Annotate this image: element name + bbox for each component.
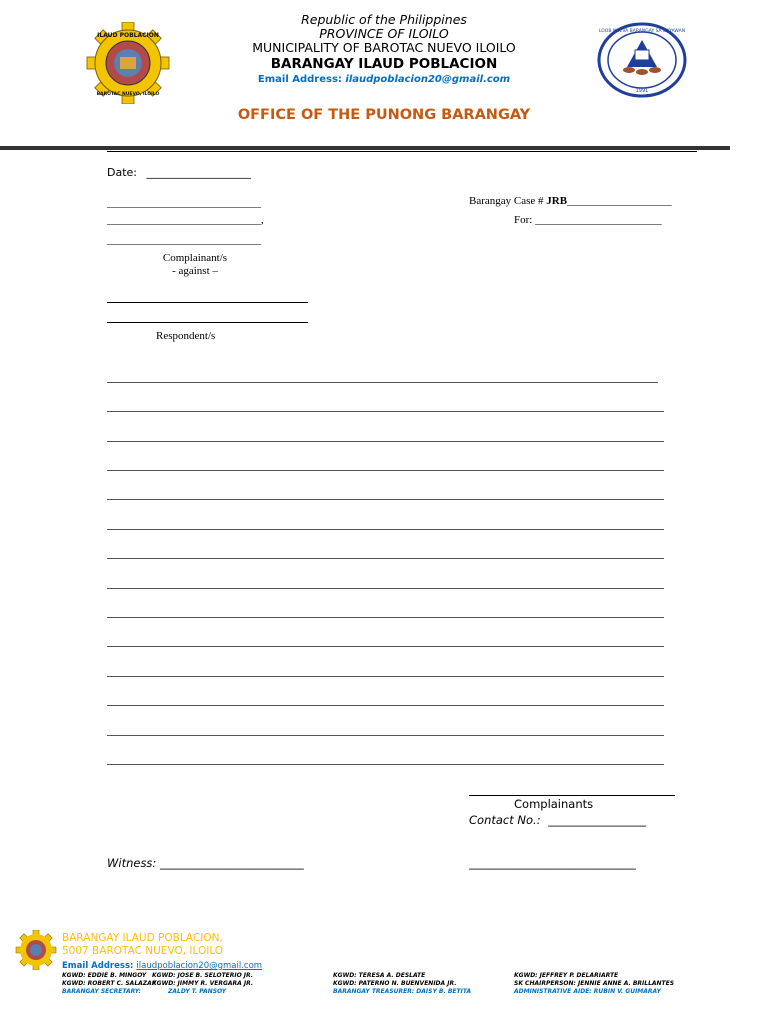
against-label: - against – [172, 265, 218, 277]
footer-email [62, 961, 262, 971]
date-label: Date: [107, 166, 137, 179]
complainants-label: Complainant/s [162, 252, 228, 264]
footer-official: BARANGAY SECRETARY: [62, 988, 141, 995]
right-seal-text: LOOB NUEVA BARANGAY SA DAYAWAN [598, 29, 686, 34]
complaint-body-line[interactable] [107, 529, 664, 530]
header-municipality: MUNICIPALITY OF BAROTAC NUEVO ILOILO [252, 40, 516, 55]
footer-official: BARANGAY TREASURER: DAISY B. BETITA [333, 988, 472, 995]
witness-row [107, 856, 304, 870]
for-row [514, 214, 662, 226]
footer-official: KGWD: JIMMY R. VERGARA JR. [152, 980, 254, 987]
right-seal-year: 1991 [635, 88, 649, 94]
date-field[interactable]: ___________________ [146, 166, 251, 179]
footer-official: ADMINISTRATIVE AIDE: RUBIN V. GUIMARAY [514, 988, 661, 995]
left-seal-text-top: ILAUD POBLACION [97, 32, 159, 39]
footer-official: KGWD: PATERNO N. BUENVENIDA JR. [333, 980, 457, 987]
case-label: Barangay Case # [469, 195, 544, 207]
complaint-body-line[interactable] [107, 441, 664, 442]
signature-label: Complainants [514, 797, 594, 811]
case-prefix: JRB [546, 195, 568, 207]
complaint-body-line[interactable] [107, 382, 658, 383]
header-barangay-name: BARANGAY ILAUD POBLACION [270, 56, 498, 72]
date-row [107, 166, 251, 179]
complaint-body-line[interactable] [107, 617, 664, 618]
contact-field[interactable]: _________________ [548, 813, 646, 827]
footer-officials-col2 [152, 972, 253, 996]
footer-official: SK CHAIRPERSON: JENNIE ANNE A. BRILLANTES [514, 980, 675, 987]
footer-seal [14, 930, 58, 970]
complainant-signature-line[interactable] [469, 795, 675, 796]
respondent-line-2[interactable] [107, 322, 308, 323]
footer-officials-col3 [333, 972, 471, 996]
footer-official: KGWD: TERESA A. DESLATE [333, 972, 426, 979]
complainant-field-3[interactable]: ____________________________ [107, 234, 261, 246]
complaint-body-line[interactable] [107, 470, 664, 471]
footer-official: KGWD: JEFFREY P. DELARIARTE [514, 972, 619, 979]
header-email [0, 74, 768, 85]
header-province: PROVINCE OF ILOILO [319, 26, 449, 41]
case-number-field[interactable]: ___________________ [567, 195, 672, 207]
header-republic: Republic of the Philippines [301, 12, 467, 27]
second-signature-field[interactable]: _____________________________ [469, 856, 636, 870]
complaint-body-line[interactable] [107, 735, 664, 736]
for-label: For: [514, 214, 533, 226]
respondents-label: Respondent/s [156, 330, 216, 342]
footer-official: KGWD: EDDIE B. MINGOY [62, 972, 147, 979]
complaint-body-line[interactable] [107, 764, 664, 765]
complainant-field-2[interactable]: ____________________________, [107, 214, 264, 226]
footer-barangay-address: 5007 BAROTAC NUEVO, ILOILO [62, 945, 224, 957]
header-divider [0, 146, 730, 150]
office-title: OFFICE OF THE PUNONG BARANGAY [237, 107, 531, 123]
witness-field[interactable]: _________________________ [159, 856, 304, 870]
respondent-line-1[interactable] [107, 302, 308, 303]
complaint-body-line[interactable] [107, 705, 664, 706]
footer-email-link[interactable]: ilaudpoblacion20@gmail.com [136, 961, 263, 971]
complainant-field-1[interactable]: ____________________________ [107, 197, 261, 209]
complaint-body-line[interactable] [107, 588, 664, 589]
contact-row [469, 813, 646, 827]
case-number-row [469, 195, 672, 207]
footer-address [62, 932, 223, 958]
header-email-label: Email Address: [257, 74, 342, 85]
complaint-body-line[interactable] [107, 558, 664, 559]
footer-officials-col1 [62, 972, 156, 996]
footer-official: KGWD: ROBERT C. SALAZAR [62, 980, 157, 987]
complaint-body-line[interactable] [107, 676, 664, 677]
footer-official: ZALDY T. PANSOY [168, 988, 227, 995]
header-email-value: ilaudpoblacion20@gmail.com [345, 74, 511, 85]
left-seal-text-bottom: BAROTAC NUEVO, ILOILO [96, 92, 160, 97]
header-divider-thin [107, 151, 697, 152]
complaint-body-line[interactable] [107, 411, 664, 412]
for-field[interactable]: _______________________ [535, 214, 662, 226]
footer-officials-col4 [514, 972, 674, 996]
footer-email-label: Email Address: [62, 961, 134, 971]
complaint-body-line[interactable] [107, 646, 664, 647]
complaint-body-line[interactable] [107, 499, 664, 500]
contact-label: Contact No.: [469, 813, 541, 827]
footer-official: KGWD: JOSE B. SELOTERIO JR. [152, 972, 254, 979]
footer-barangay-name: BARANGAY ILAUD POBLACION, [62, 932, 223, 944]
witness-label: Witness: [107, 856, 157, 870]
